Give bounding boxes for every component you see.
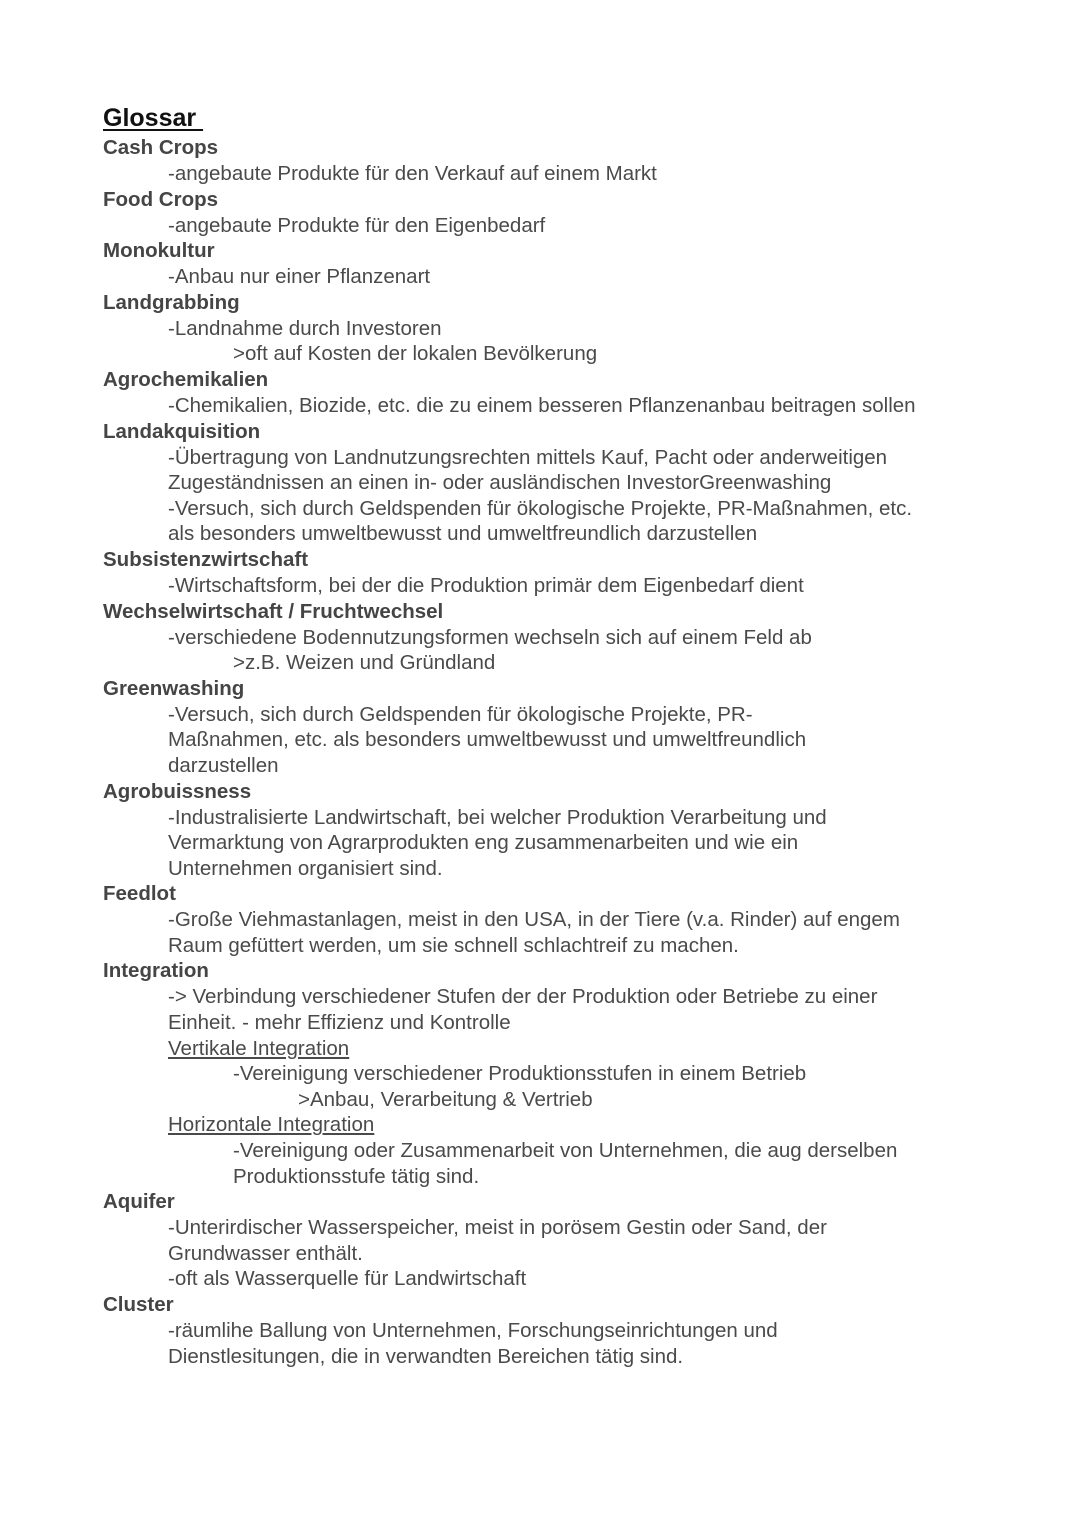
- definition-line: -angebaute Produkte für den Eigenbedarf: [168, 213, 546, 237]
- definition-line: -Übertragung von Landnutzungsrechten mittels Kauf, Pacht oder anderweitigen: [168, 445, 888, 469]
- term-agrobuissness: Agrobuissness: [103, 779, 252, 803]
- term-landakquisition: Landakquisition: [103, 419, 261, 443]
- term-agrochemikalien: Agrochemikalien: [103, 367, 269, 391]
- definition-line: Dienstlesitungen, die in verwandten Bereichen tätig sind.: [168, 1344, 684, 1368]
- definition-line: -räumlihe Ballung von Unternehmen, Forschungseinrichtungen und: [168, 1319, 778, 1342]
- term-wechselwirtschaft: Wechselwirtschaft / Fruchtwechsel: [103, 599, 444, 623]
- term-cash-crops: Cash Crops: [103, 136, 219, 159]
- definition-line: Raum gefüttert werden, um sie schnell schlachtreif zu machen.: [168, 933, 739, 957]
- glossary-document: [103, 103, 1003, 1369]
- definition-line: -Landnahme durch Investoren: [168, 316, 442, 340]
- definition-line: darzustellen: [168, 753, 279, 777]
- definition-line: -> Verbindung verschiedener Stufen der der Produktion oder Betriebe zu einer: [168, 985, 878, 1009]
- definition-line: Produktionsstufe tätig sind.: [233, 1164, 480, 1188]
- definition-line: -Vereinigung oder Zusammenarbeit von Unternehmen, die aug derselben: [233, 1139, 898, 1163]
- term-greenwashing: Greenwashing: [103, 676, 245, 700]
- definition-line: -Anbau nur einer Pflanzenart: [168, 265, 431, 289]
- definition-line: Vermarktung von Agrarprodukten eng zusammenarbeiten und wie ein: [168, 831, 799, 855]
- definition-note: >Anbau, Verarbeitung & Vertrieb: [298, 1087, 593, 1111]
- term-feedlot: Feedlot: [103, 882, 176, 906]
- definition-line: als besonders umweltbewusst und umweltfreundlich darzustellen: [168, 522, 758, 546]
- term-aquifer: Aquifer: [103, 1190, 175, 1214]
- term-integration: Integration: [103, 959, 209, 983]
- definition-line: -Wirtschaftsform, bei der die Produktion primär dem Eigenbedarf dient: [168, 573, 804, 597]
- term-landgrabbing: Landgrabbing: [103, 290, 240, 314]
- term-subsistenzwirtschaft: Subsistenzwirtschaft: [103, 547, 309, 571]
- definition-line: -Versuch, sich durch Geldspenden für ökologische Projekte, PR-Maßnahmen, etc.: [168, 496, 913, 520]
- definition-line: Maßnahmen, etc. als besonders umweltbewusst und umweltfreundlich: [168, 728, 807, 752]
- term-cluster: Cluster: [103, 1293, 174, 1316]
- definition-note: >oft auf Kosten der lokalen Bevölkerung: [233, 342, 598, 366]
- definition-line: -angebaute Produkte für den Verkauf auf einem Markt: [168, 162, 657, 185]
- term-monokultur: Monokultur: [103, 239, 215, 263]
- definition-line: -Industralisierte Landwirtschaft, bei welcher Produktion Verarbeitung und: [168, 805, 827, 829]
- page-title: Glossar: [103, 104, 204, 132]
- term-food-crops: Food Crops: [103, 187, 219, 211]
- definition-line: Einheit. - mehr Effizienz und Kontrolle: [168, 1011, 511, 1035]
- definition-line: -Unterirdischer Wasserspeicher, meist in porösem Gestin oder Sand, der: [168, 1216, 827, 1240]
- definition-line: -Versuch, sich durch Geldspenden für ökologische Projekte, PR-: [168, 702, 753, 726]
- definition-line: -Vereinigung verschiedener Produktionsstufen in einem Betrieb: [233, 1062, 807, 1086]
- subheading-horizontale-integration: Horizontale Integration: [168, 1113, 375, 1137]
- definition-line: Grundwasser enthält.: [168, 1241, 363, 1265]
- definition-line: -Chemikalien, Biozide, etc. die zu einem besseren Pflanzenanbau beitragen sollen: [168, 393, 916, 417]
- definition-line: -oft als Wasserquelle für Landwirtschaft: [168, 1267, 527, 1291]
- definition-line: Unternehmen organisiert sind.: [168, 856, 443, 880]
- definition-line: -Große Viehmastanlagen, meist in den USA, in der Tiere (v.a. Rinder) auf engem: [168, 908, 900, 932]
- definition-line: Zugeständnissen an einen in- oder ausländischen InvestorGreenwashing: [168, 471, 832, 495]
- definition-note: >z.B. Weizen und Gründland: [233, 651, 496, 675]
- definition-line: -verschiedene Bodennutzungsformen wechseln sich auf einem Feld ab: [168, 625, 812, 649]
- subheading-vertikale-integration: Vertikale Integration: [168, 1036, 350, 1060]
